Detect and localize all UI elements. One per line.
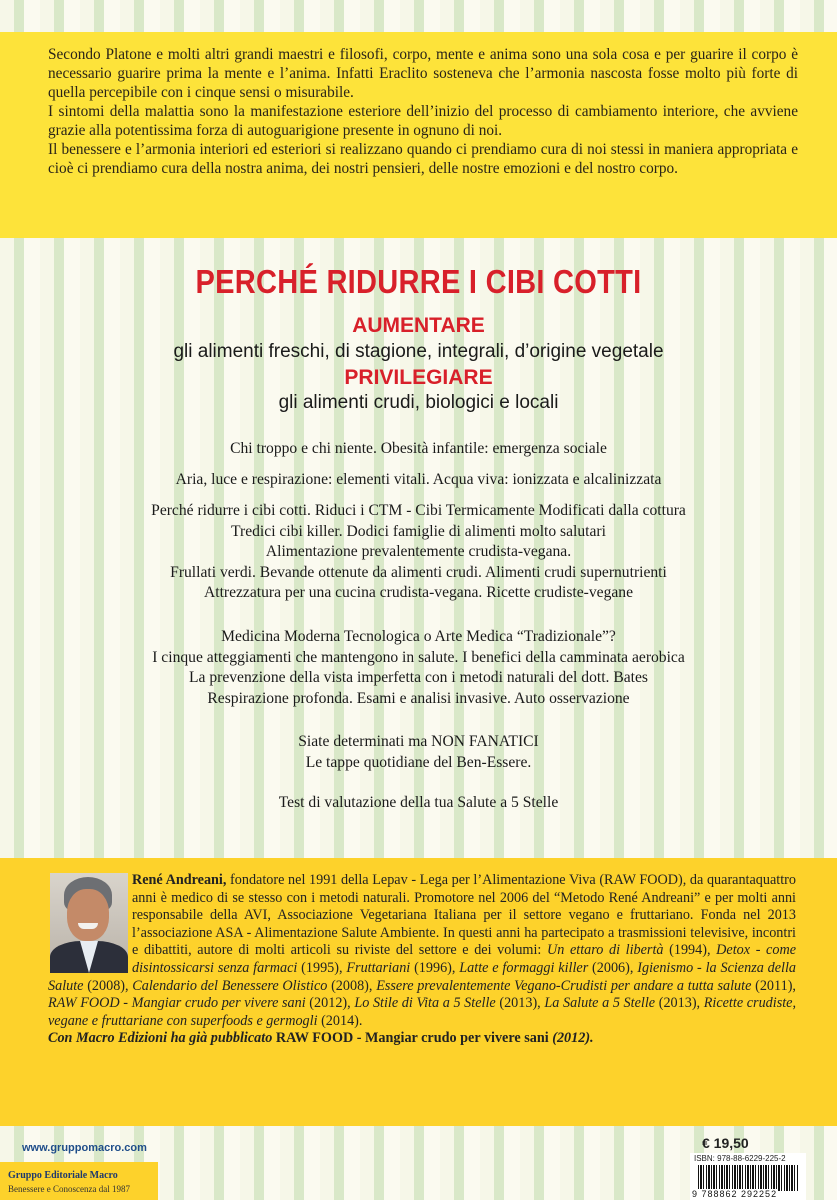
intro-text xyxy=(48,45,798,178)
book-title: Lo Stile di Vita a 5 Stelle xyxy=(354,995,496,1012)
website-link[interactable]: www.gruppomacro.com xyxy=(22,1142,147,1154)
book-title: Calendario del Benessere Olistico xyxy=(132,977,328,994)
topics-group-4 xyxy=(0,627,837,709)
macro-note-year: (2012). xyxy=(548,1030,594,1047)
price: € 19,50 xyxy=(702,1135,749,1151)
publisher-name: Gruppo Editoriale Macro xyxy=(8,1170,118,1181)
book-title: Latte e formaggi killer xyxy=(459,959,589,976)
author-name: René Andreani, xyxy=(132,872,227,888)
increase-title: AUMENTARE xyxy=(352,314,485,337)
barcode-bars xyxy=(698,1165,798,1191)
topic-line: Medicina Moderna Tecnologica o Arte Medica “Tradizionale”? xyxy=(221,628,616,645)
topics-group-1 xyxy=(0,439,837,460)
main-title: PERCHÉ RIDURRE I CIBI COTTI xyxy=(195,263,642,300)
book-title: Essere prevalentemente Vegano-Crudisti per andare a tutta salute xyxy=(376,977,752,994)
book-title: RAW FOOD - Mangiar crudo per vivere sani xyxy=(48,995,306,1012)
book-title: Detox - come disintossicarsi senza farmaci xyxy=(132,942,796,976)
topic-line: I cinque atteggiamenti che mantengono in salute. I benefici della camminata aerobica xyxy=(152,648,685,666)
macro-note-title: RAW FOOD - Mangiar crudo per vivere sani xyxy=(275,1030,549,1047)
increase-text: gli alimenti freschi, di stagione, integrali, d’origine vegetale xyxy=(173,341,664,362)
prefer-title: PRIVILEGIARE xyxy=(344,366,493,389)
topic-line: Test di valutazione della tua Salute a 5 Stelle xyxy=(278,794,559,811)
intro-paragraph: Secondo Platone e molti altri grandi maestri e filosofi, corpo, mente e anima sono una sola cosa e per guarire il corpo è necessario guarire prima la mente e l’anima. Infatti Eraclito sosteneva che l’armonia nascosta fosse molto più forte di quella percepibile con i cinque sensi o misurabile. xyxy=(48,46,798,101)
topic-line: Respirazione profonda. Esami e analisi invasive. Auto osservazione xyxy=(207,689,630,707)
intro-paragraph: I sintomi della malattia sono la manifestazione esteriore dell’inizio del processo di cambiamento interiore, che avviene grazie alla potentissima forza di autoguarigione presente in ognuno di noi. xyxy=(48,103,798,139)
book-title: La Salute a 5 Stelle xyxy=(544,995,656,1012)
author-bio: René Andreani, fondatore nel 1991 della Lepav - Lega per l’Alimentazione Viva (RAW FOOD), da quarantaquattro anni è medico di se stesso con i metodi naturali. Promotore nel 2006 del “Metodo René Andreani” e per molti anni responsabile della AVI, Associazione Vegetariana Italiana per il settore vegano e fruttariano. Fonda nel 2013 l’associazione ASA - Alimentazione Salute Ambiente. In questi anni ha partecipato a trasmissioni televisive, incontri e dibattiti, autore di molti articoli su riviste del settore e dei volumi: Un ettaro di libertà (1994), Detox - come disintossicarsi senza farmaci (1995), Fruttariani (1996), Latte e formaggi killer (2006), Igienismo - la Scienza della Salute (2008), Calendario del Benessere Olistico (2008), Essere prevalentemente Vegano-Crudisti per andare a tutta salute (2011), RAW FOOD - Mangiar crudo per vivere sani (2012), Lo Stile di Vita a 5 Stelle (2013), La Salute a 5 Stelle (2013), Ricette crudiste, vegane e fruttariane con superfoods e germogli (2014). Con Macro Edizioni ha già pubblicato RAW FOOD - Mangiar crudo per vivere sani (2012). xyxy=(48,872,797,1047)
topics-group-5 xyxy=(0,732,837,773)
book-title: Fruttariani xyxy=(346,959,411,976)
barcode xyxy=(690,1153,806,1200)
topic-line: Perché ridurre i cibi cotti. Riduci i CTM - Cibi Termicamente Modificati dalla cottura xyxy=(151,502,686,519)
macro-note-prefix: Con Macro Edizioni ha già pubblicato xyxy=(48,1030,276,1047)
topic-line: Attrezzatura per una cucina crudista-vegana. Ricette crudiste-vegane xyxy=(203,584,634,601)
isbn: ISBN: 978-88-6229-225-2 xyxy=(694,1154,786,1163)
topic-line: Aria, luce e respirazione: elementi vitali. Acqua viva: ionizzata e alcalinizzata xyxy=(175,471,662,488)
topics-group-3 xyxy=(0,501,837,604)
headings xyxy=(0,262,837,415)
topics-group-6 xyxy=(0,793,837,814)
book-title: Igienismo - la Scienza della Salute xyxy=(48,959,797,994)
topic-line: Tredici cibi killer. Dodici famiglie di alimenti molto salutari xyxy=(231,522,606,540)
publisher-tagline: Benessere e Conoscenza dal 1987 xyxy=(8,1184,130,1194)
topic-line: La prevenzione della vista imperfetta con i metodi naturali del dott. Bates xyxy=(189,669,648,686)
topics-group-2 xyxy=(0,470,837,491)
topic-line: Chi troppo e chi niente. Obesità infantile: emergenza sociale xyxy=(230,440,607,457)
barcode-number: 9 788862 292252 xyxy=(692,1189,778,1199)
topic-line: Siate determinati ma NON FANATICI xyxy=(298,733,539,750)
topic-line: Le tappe quotidiane del Ben-Essere. xyxy=(305,753,532,771)
publisher-logo xyxy=(0,1162,158,1200)
book-title: Ricette crudiste, vegane e fruttariane con superfoods e germogli xyxy=(48,995,797,1029)
book-title: Un ettaro di libertà xyxy=(546,942,664,959)
prefer-text: gli alimenti crudi, biologici e locali xyxy=(278,392,559,413)
intro-paragraph: Il benessere e l’armonia interiori ed esteriori si realizzano quando ci prendiamo cura di noi stessi in maniera appropriata e cioè ci prendiamo cura della nostra anima, dei nostri pensieri, delle nostre emozioni e del nostro corpo. xyxy=(48,141,798,177)
topic-line: Alimentazione prevalentemente crudista-vegana. xyxy=(265,543,572,560)
topic-line: Frullati verdi. Bevande ottenute da alimenti crudi. Alimenti crudi supernutrienti xyxy=(170,563,667,581)
